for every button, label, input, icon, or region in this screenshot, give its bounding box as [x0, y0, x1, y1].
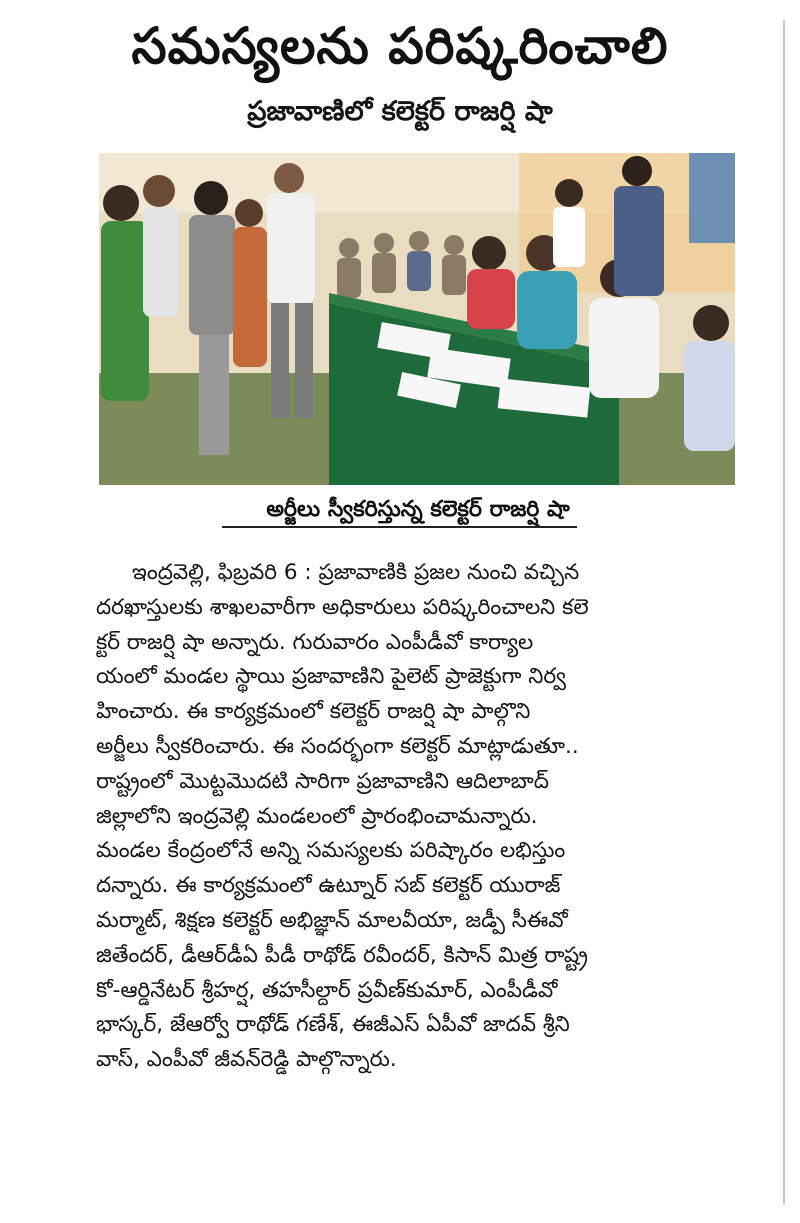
body-line: అర్జీలు స్వీకరించారు. ఈ సందర్భంగా కలెక్టర్ మాట్లాడుతూ.. — [96, 733, 579, 759]
body-line: క్టర్ రాజర్షి షా అన్నారు. గురువారం ఎంపీడీవో కార్యాల — [96, 629, 534, 655]
body-line: రాష్ట్రంలో మొట్టమొదటి సారిగా ప్రజావాణిని ఆదిలాబాద్ — [96, 768, 549, 794]
article-body — [96, 556, 742, 1078]
body-line: భాస్కర్, జేఆర్వో రాథోడ్ గణేశ్, ఈజీఎస్ ఏపీవో జాదవ్ శ్రీని — [96, 1012, 570, 1038]
body-line: వాస్, ఎంపీవో జీవన్‌రెడ్డి పాల్గొన్నారు. — [96, 1047, 397, 1073]
subheadline: ప్రజావాణిలో కలెక్టర్ రాజర్షి షా — [247, 96, 553, 127]
body-line: మండల కేంద్రంలోనే అన్ని సమస్యలకు పరిష్కారం లభిస్తుం — [96, 838, 566, 864]
body-line: జితేందర్, డీఆర్‌డీఏ పీడీ రాథోడ్ రవీందర్, కిసాన్ మిత్ర రాష్ట్ర — [96, 942, 588, 968]
body-line: హించారు. ఈ కార్యక్రమంలో కలెక్టర్ రాజర్షి షా పాల్గొని — [96, 699, 531, 725]
body-line: కో-ఆర్డినేటర్ శ్రీహర్ష, తహసీల్దార్ ప్రవీణ్‌కుమార్, ఎంపీడీవో — [96, 977, 558, 1003]
body-line: జిల్లాలోని ఇంద్రవెల్లి మండలంలో ప్రారంభించామన్నారు. — [96, 803, 538, 829]
photo-illustration — [99, 153, 735, 485]
clipping-border — [783, 20, 785, 1205]
photo-caption: అర్జీలు స్వీకరిస్తున్న కలెక్టర్ రాజర్షి షా — [266, 497, 570, 522]
caption-underline — [222, 526, 577, 528]
headline: సమస్యలను పరిష్కరించాలి — [131, 17, 669, 75]
news-photo — [99, 153, 735, 485]
body-line: ఇంద్రవెల్లి, ఫిబ్రవరి 6 : ప్రజావాణికి ప్రజల నుంచి వచ్చిన — [132, 560, 580, 585]
body-line: దరఖాస్తులకు శాఖలవారీగా అధికారులు పరిష్కరించాలని కలె — [96, 594, 589, 620]
body-line: యంలో మండల స్థాయి ప్రజావాణిని పైలెట్ ప్రాజెక్టుగా నిర్వ — [96, 664, 566, 690]
body-line: దన్నారు. ఈ కార్యక్రమంలో ఉట్నూర్ సబ్ కలెక్టర్ యురాజ్ — [96, 873, 561, 899]
body-line: మర్మాట్, శిక్షణ కలెక్టర్ అభిజ్ఞాన్ మాలవీయా, జడ్పీ సీఈవో — [96, 907, 568, 933]
